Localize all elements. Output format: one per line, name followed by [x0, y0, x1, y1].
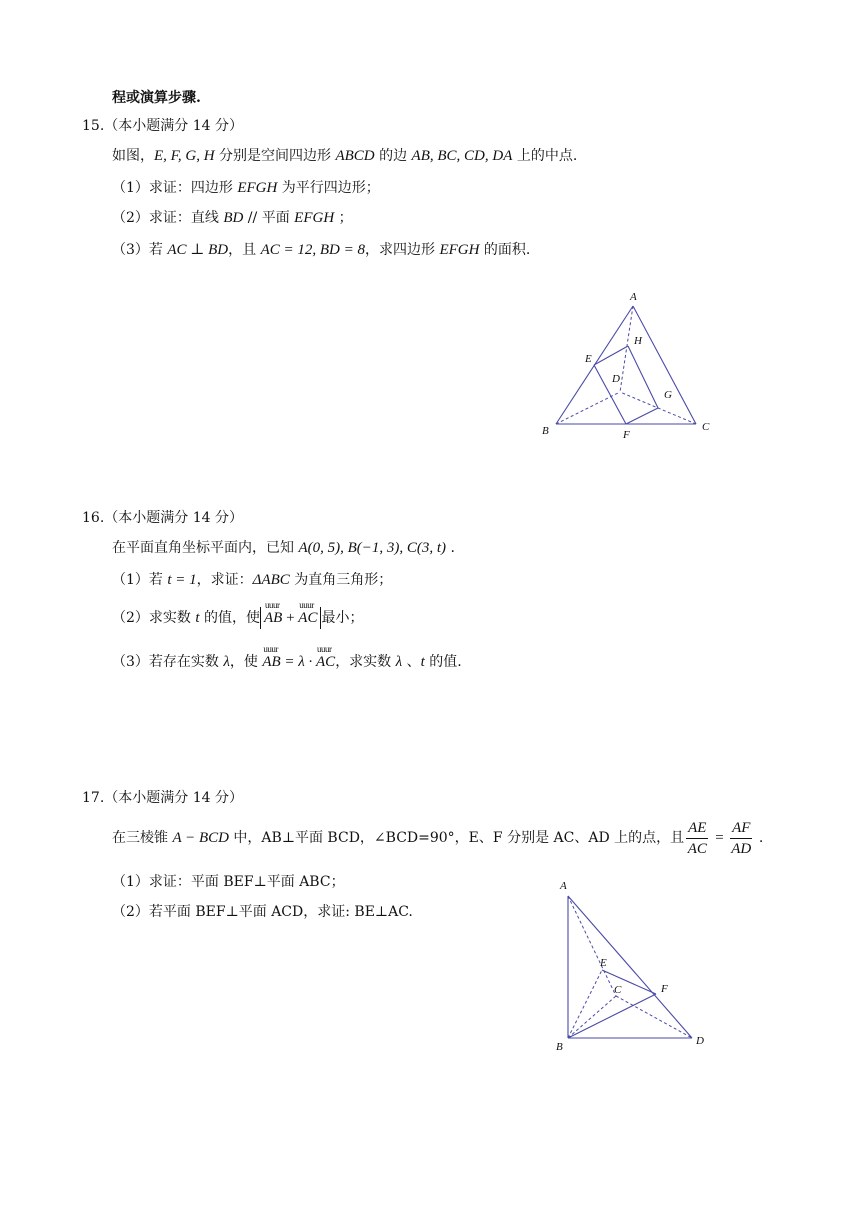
- q16-p2-pre: （2）求实数: [112, 610, 196, 626]
- q16-p3-lambda2: λ: [395, 654, 403, 670]
- q15-p1-pre: （1）求证：四边形: [112, 180, 238, 196]
- q15-p3-vals: AC = 12, BD = 8: [260, 242, 366, 258]
- q15-stem-quad: ABCD: [335, 148, 375, 164]
- q17-label-b: B: [556, 1041, 563, 1053]
- q16-title: 16.（本小题满分 14 分）: [82, 510, 243, 526]
- q17-title: 17.（本小题满分 14 分）: [82, 790, 243, 806]
- q17-stem: [112, 816, 763, 860]
- q15-stem-post: 上的中点.: [512, 148, 578, 164]
- q15-p3-pre: （3）若: [112, 242, 168, 258]
- q15-title: 15.（本小题满分 14 分）: [82, 118, 243, 134]
- q16-p1-tri: ΔABC: [252, 572, 290, 588]
- q15-edge-gh: [628, 346, 658, 408]
- q16-stem-pre: 在平面直角坐标平面内，已知: [112, 540, 299, 556]
- q17-frac1-num: AE: [686, 818, 708, 839]
- q15-edge-bd: [556, 392, 620, 424]
- q15-figure: [530, 284, 730, 450]
- q15-edge-ac: [633, 306, 696, 424]
- q16-p1-pre: （1）若: [112, 572, 168, 588]
- q15-stem-mid: 分别是空间四边形: [214, 148, 336, 164]
- q16-p1-cond: t = 1: [167, 572, 197, 588]
- q15-label-h: H: [634, 335, 642, 347]
- q15-part2: [112, 208, 353, 228]
- q17-stem-solid: A − BCD: [172, 830, 229, 846]
- q17-edge-bf: [568, 994, 656, 1038]
- q16-p3-eq: = λ ·: [280, 654, 317, 670]
- q15-stem-points: E, F, G, H: [154, 148, 215, 164]
- q16-p2-var: t: [195, 610, 200, 626]
- q16-p2-norm: [260, 607, 321, 629]
- q15-p3-post: 的面积.: [479, 242, 531, 258]
- q15-p3-perp: AC ⊥ BD: [167, 242, 229, 258]
- q16-p3-sep: 、: [402, 654, 421, 670]
- q15-part1: [112, 178, 380, 198]
- q15-part3: [112, 240, 530, 260]
- q17-edge-ef: [602, 970, 656, 994]
- q17-part1: （1）求证：平面 BEF⊥平面 ABC；: [112, 874, 345, 890]
- q16-p1-post: 为直角三角形；: [289, 572, 393, 588]
- q15-p1-post: 为平行四边形；: [277, 180, 380, 196]
- q15-label-e: E: [585, 353, 592, 365]
- q15-edge-fg: [626, 408, 658, 424]
- q16-p3-pre: （3）若存在实数: [112, 654, 224, 670]
- q15-p2-plane: EFGH: [294, 210, 335, 226]
- q15-p3-quad: EFGH: [439, 242, 480, 258]
- q15-edge-ef: [594, 365, 626, 424]
- q16-p3-post: 的值.: [424, 654, 462, 670]
- q16-p2-vec-ac: uuur AC: [298, 607, 317, 629]
- q15-label-a: A: [630, 291, 637, 303]
- q17-label-e: E: [600, 957, 607, 969]
- q16-part2: [112, 606, 363, 630]
- q16-p3-mid: ，使: [229, 654, 263, 670]
- q17-frac2-den: AD: [731, 840, 752, 857]
- q16-stem-post: .: [446, 540, 455, 556]
- q15-p2-line: BD: [223, 210, 244, 226]
- q17-frac-ae-ac: [686, 818, 708, 859]
- q15-p1-quad: EFGH: [237, 180, 278, 196]
- q16-p3-mid2: ，求实数: [335, 654, 396, 670]
- q17-part2: （2）若平面 BEF⊥平面 ACD，求证: BE⊥AC.: [112, 904, 413, 920]
- q16-part1: [112, 570, 392, 590]
- q15-label-c: C: [702, 421, 710, 433]
- q16-p2-plus: +: [282, 610, 299, 626]
- q15-p3-mid2: ，求四边形: [365, 242, 440, 258]
- q15-stem-edges: AB, BC, CD, DA: [411, 148, 513, 164]
- q16-stem-points: A(0, 5), B(−1, 3), C(3, t): [298, 540, 447, 556]
- q15-p2-mid: // 平面: [243, 210, 295, 226]
- q17-figure: [548, 872, 718, 1056]
- q17-edge-be: [568, 970, 602, 1038]
- q17-edge-ac: [568, 896, 616, 996]
- q17-label-f: F: [661, 983, 668, 995]
- q15-stem-pre: 如图，: [112, 148, 154, 164]
- q16-p3-t: t: [420, 654, 425, 670]
- q17-edge-ad: [568, 896, 692, 1038]
- q15-p2-pre: （2）求证：直线: [112, 210, 224, 226]
- q16-p3-lambda: λ: [223, 654, 230, 670]
- q17-stem-pre: 在三棱锥: [112, 830, 173, 846]
- q15-p3-mid: ，且: [228, 242, 261, 258]
- q17-edge-cd: [616, 996, 692, 1038]
- q15-label-b: B: [542, 425, 549, 437]
- q15-stem: [112, 146, 577, 166]
- q16-p2-post: 最小；: [321, 610, 364, 626]
- q17-stem-mid: 中，: [228, 830, 262, 846]
- q16-p1-mid: ，求证：: [196, 572, 253, 588]
- q17-label-a: A: [560, 880, 567, 892]
- header-tail: 程或演算步骤.: [112, 90, 201, 106]
- q15-p2-post: ；: [334, 210, 353, 226]
- q15-label-f: F: [623, 429, 630, 441]
- q15-label-g: G: [664, 389, 672, 401]
- q17-eq: =: [710, 830, 729, 846]
- q15-stem-mid2: 的边: [374, 148, 412, 164]
- q17-stem-post: .: [754, 830, 764, 846]
- q16-p3-vec-ac: uuur AC: [316, 652, 335, 672]
- q16-p2-vec-ab: uuur AB: [264, 607, 282, 629]
- q16-p3-vec-ab: uuur AB: [262, 652, 280, 672]
- q16-p2-mid: 的值，使: [199, 610, 260, 626]
- q17-stem-body: AB⊥平面 BCD，∠BCD=90°，E、F 分别是 AC、AD 上的点，且: [261, 830, 685, 846]
- q17-label-d: D: [696, 1035, 704, 1047]
- q17-frac-af-ad: [730, 818, 752, 859]
- q15-label-d: D: [612, 373, 620, 385]
- q17-frac2-num: AF: [730, 818, 752, 839]
- q16-stem: [112, 538, 455, 558]
- q16-part3: [112, 652, 462, 672]
- q17-frac1-den: AC: [687, 840, 707, 857]
- q17-label-c: C: [614, 984, 622, 996]
- q15-edge-he: [594, 346, 628, 365]
